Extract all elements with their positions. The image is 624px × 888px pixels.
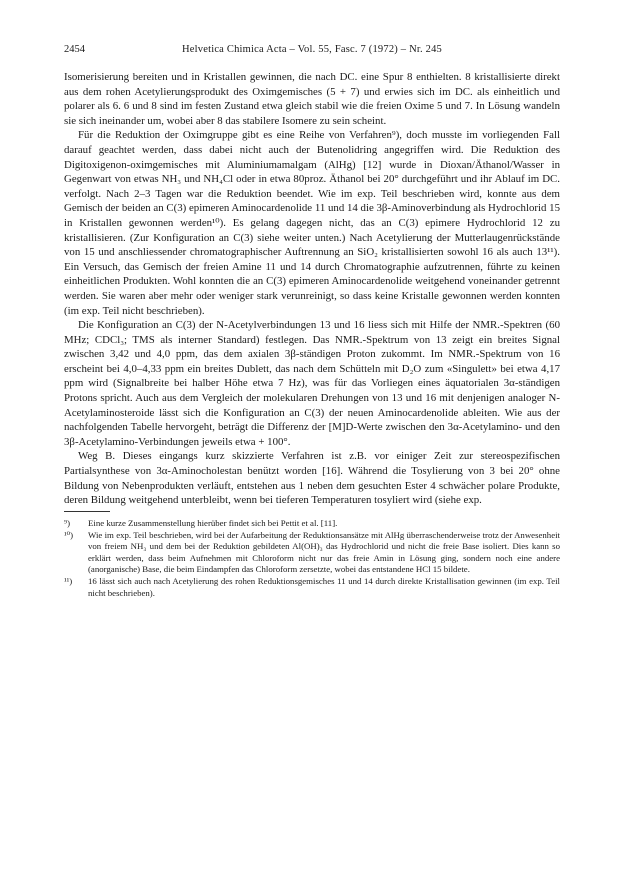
paragraph-configuration: Die Konfiguration an C(3) der N-Acetylverbindungen 13 und 16 liess sich mit Hilfe der NMR.-Spektren (60 MHz; CDCl₃; TMS als interner Standard) festlegen. Das NMR.-Spektrum von 13 zeigt ein breites Signal zwischen 3,42 und 4,0 ppm, das dem axialen 3β-ständigen Proton zukommt. Im NMR.-Spektrum von 16 erscheint bei 4,0–4,33 ppm ein breites Dublett, das nach dem Schütteln mit D₂O zum «Singulett» bei etwa 4,17 ppm wird (Signalbreite bei halber Höhe etwa 7 Hz), was für das Vorliegen eines äquatorialen 3α-ständigen Protons spricht. Auch aus dem Vergleich der molekularen Drehungen von 13 und 16 mit denjenigen analoger N-Acetylaminosteroide lässt sich die Konfiguration an C(3) der neuen Aminocardenolide ableiten. Wie aus der nachfolgenden Tabelle hervorgeht, beträgt die Differenz der [M]D-Werte zwischen den 3α-Acetylamino- und den 3β-Acetylamino-Verbindungen jeweils etwa + 100°. <box>64 319 560 448</box>
journal-page <box>64 44 560 600</box>
footnotes <box>64 518 560 599</box>
footnote-separator <box>64 511 110 512</box>
article-body <box>64 70 560 508</box>
footnote <box>64 530 560 575</box>
footnote <box>64 576 560 599</box>
footnote-text: Eine kurze Zusammenstellung hierüber findet sich bei Pettit et al. [11]. <box>88 517 338 528</box>
running-title: Helvetica Chimica Acta – Vol. 55, Fasc. 7 (1972) – Nr. 245 <box>182 44 442 55</box>
running-header <box>64 44 560 62</box>
footnote-mark: ¹¹) <box>64 576 73 587</box>
footnote-text: Wie im exp. Teil beschrieben, wird bei der Aufarbeitung der Reduktionsansätze mit AlHg überraschenderweise trotz der Anwesenheit von freiem NH₃ und dem bei der Reduktion gebildeten Al(OH)₃ das Hydrochlorid und nicht die freie Base isoliert. Dies kann so erklärt werden, dass beim Aufnehmen mit Chloroform nicht nur das freie Amin in Lösung ging, sondern noch eine andere (anorganische) Base, die beim Eindampfen das Chloroform zersetzte, wobei das entstandene HCl 15 bildete. <box>88 530 560 574</box>
footnote-mark: ¹⁰) <box>64 530 74 541</box>
paragraph-weg-b: Weg B. Dieses eingangs kurz skizzierte Verfahren ist z.B. vor einiger Zeit zur stereospezifischen Partialsynthese von 3α-Aminocholestan benützt worden [16]. Während die Tosylierung von 3 bei 20° ohne Bildung von Nebenprodukten verläuft, entstehen aus 1 neben dem gesuchten Ester 4 schwächer polare Produkte, deren Bildung weitgehend unterbleibt, wenn bei tieferen Temperaturen tosyliert wird (siehe exp. <box>64 450 560 507</box>
page-number: 2454 <box>64 44 85 55</box>
footnote-text: 16 lässt sich auch nach Acetylierung des rohen Reduktionsgemisches 11 und 14 durch direkte Kristallisation gewinnen (im exp. Teil nicht beschrieben). <box>88 576 560 598</box>
footnote <box>64 518 560 529</box>
paragraph-oxime-reduction: Für die Reduktion der Oximgruppe gibt es eine Reihe von Verfahren⁹), doch musste im vorliegenden Fall darauf geachtet werden, dass dabei nicht auch der Butenolidring angegriffen wird. Die Reduktion des Digitoxigenon-oximgemisches mit Aluminiumamalgam (AlHg) [12] wurde in Dioxan/Äthanol/Wasser in Gegenwart von etwas NH₃ und NH₄Cl oder in etwa 80proz. Äthanol bei 20° durchgeführt und ihr Ablauf im DC. verfolgt. Nach 2–3 Tagen war die Reduktion beendet. Wie im exp. Teil beschrieben wird, konnte aus dem Gemisch der beiden an C(3) epimeren Aminocardenolide 11 und 14 die 3β-Aminoverbindung als Hydrochlorid 15 in Kristallen gewonnen werden¹⁰). Es gelang dagegen nicht, das an C(3) epimere Hydrochlorid 12 zu kristallisieren. (Zur Konfiguration an C(3) siehe weiter unten.) Nach Acetylierung der Mutterlaugenrückstände von 15 und anschliessender chromatographischer Auftrennung an SiO₂ kristallisierten sowohl 16 als auch 13¹¹). Ein Versuch, das Gemisch der freien Amine 11 und 14 durch Chromatographie aufzutrennen, führte zu keinen einheitlichen Produkten. Wohl konnten die an C(3) epimeren Aminocardenolide weitgehend voneinander getrennt werden. Sie waren aber mehr oder weniger stark verunreinigt, so dass keine Kristalle gewonnen werden konnten (im exp. Teil nicht beschrieben). <box>64 129 560 317</box>
footnote-mark: ⁹) <box>64 517 70 528</box>
paragraph-continued: Isomerisierung bereiten und in Kristallen gewinnen, die nach DC. eine Spur 8 enthielten. 8 kristallisierte direkt aus dem rohen Acetylierungsprodukt des Oximgemisches (5 + 7) und erwies sich im DC. als einheitlich und polarer als 6. 6 und 8 sind im festen Zustand etwa gleich stabil wie die freien Oxime 5 und 7. In Lösung wandeln sie sich ineinander um, wobei aber 8 das stabilere Isomere zu sein scheint. <box>64 71 560 127</box>
